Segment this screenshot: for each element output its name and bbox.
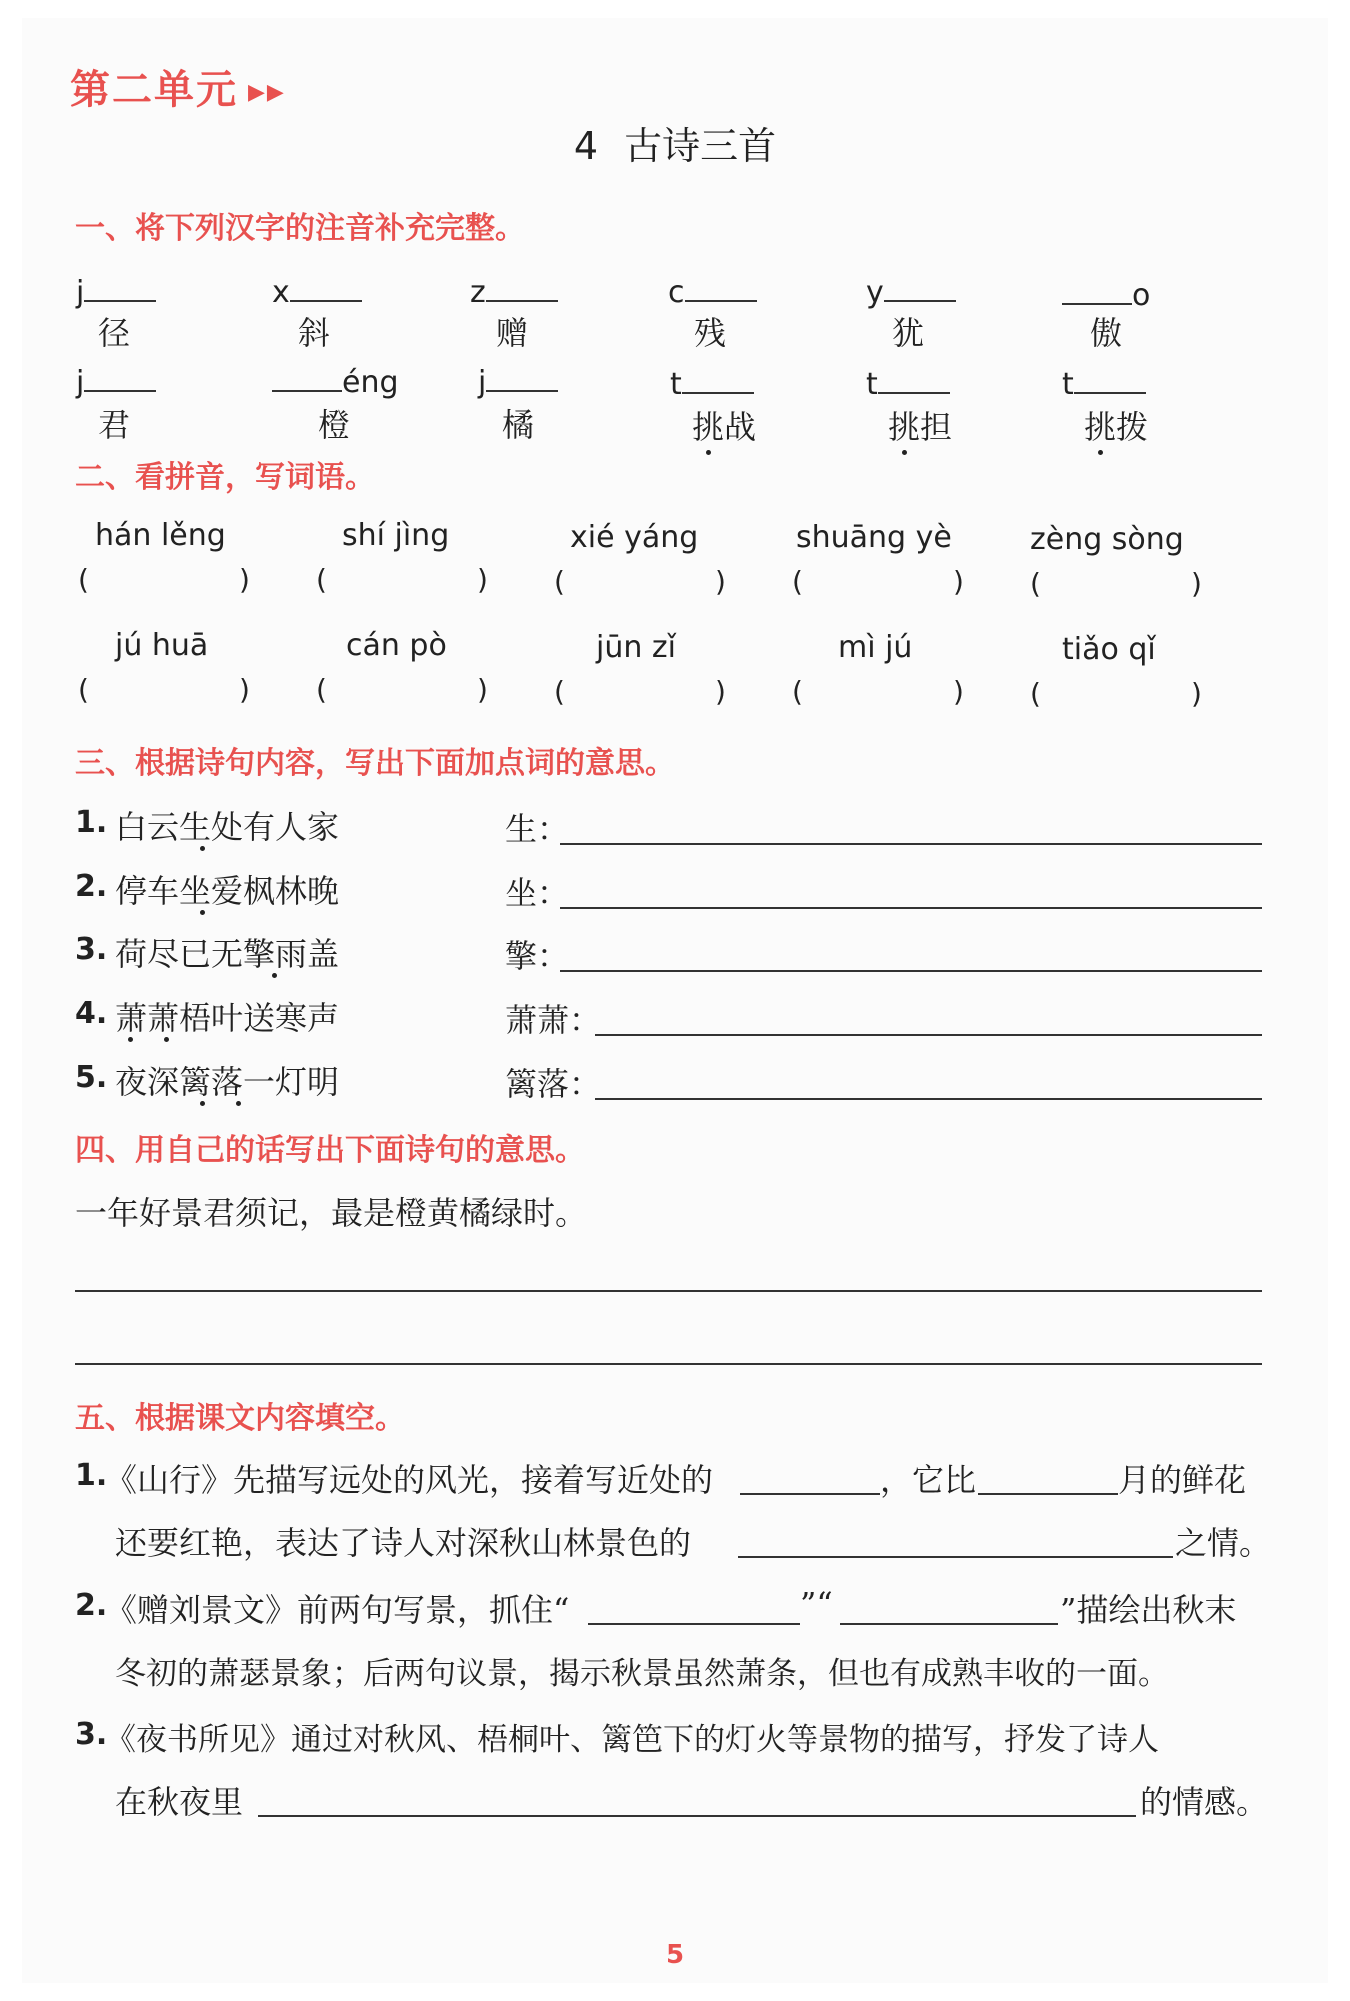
pinyin-blank[interactable] xyxy=(682,364,754,394)
poem-line: 荷尽已无擎雨盖 xyxy=(115,935,340,973)
lesson-number: 4 xyxy=(573,124,599,168)
question-text: 之情。 xyxy=(1175,1524,1272,1562)
pinyin-blank[interactable] xyxy=(84,362,156,392)
question-text: ，它比 xyxy=(880,1461,977,1499)
pinyin-blank[interactable] xyxy=(290,272,362,302)
hanzi: 赠 xyxy=(496,314,529,352)
answer-line[interactable] xyxy=(978,1493,1118,1495)
pinyin-item: c xyxy=(668,272,757,310)
pinyin-prompt: tiǎo qǐ xyxy=(1062,632,1156,667)
answer-box[interactable]: ( ) xyxy=(792,675,964,708)
answer-box[interactable]: ( ) xyxy=(554,565,726,598)
question-text: 《赠刘景文》前两句写景，抓住“ xyxy=(105,1591,570,1629)
section-1-heading: 一、将下列汉字的注音补充完整。 xyxy=(75,211,525,246)
pinyin-item: o xyxy=(1062,275,1150,313)
answer-box[interactable]: ( ) xyxy=(554,675,726,708)
pinyin-prompt: jūn zǐ xyxy=(596,630,676,665)
emphasis-dot xyxy=(1098,450,1103,455)
lesson-title xyxy=(0,115,1350,170)
pinyin-item: z xyxy=(470,272,558,310)
emphasis-dot xyxy=(200,1101,205,1106)
section-4-heading: 四、用自己的话写出下面诗句的意思。 xyxy=(75,1133,585,1168)
answer-line[interactable] xyxy=(560,907,1262,909)
answer-line[interactable] xyxy=(840,1623,1058,1625)
answer-line[interactable] xyxy=(560,970,1262,972)
pinyin-item: x xyxy=(272,272,362,310)
pinyin-item: j xyxy=(76,272,156,310)
poem-line: 白云生处有人家 xyxy=(115,808,340,846)
question-text: 还要红艳，表达了诗人对深秋山林景色的 xyxy=(115,1524,692,1562)
question-text: 月的鲜花 xyxy=(1118,1461,1247,1499)
answer-box[interactable]: ( ) xyxy=(1030,567,1202,600)
word-label: 萧萧： xyxy=(505,1001,602,1039)
answer-line[interactable] xyxy=(595,1034,1262,1036)
answer-line[interactable] xyxy=(258,1815,1136,1817)
answer-box[interactable]: ( ) xyxy=(792,565,964,598)
answer-box[interactable]: ( ) xyxy=(316,673,488,706)
answer-line[interactable] xyxy=(740,1493,880,1495)
emphasis-dot xyxy=(200,910,205,915)
pinyin-blank[interactable] xyxy=(1062,275,1132,305)
question-number: 3. xyxy=(75,1717,108,1752)
double-arrow-icon: ▶▶ xyxy=(248,79,286,105)
pinyin-prompt: cán pò xyxy=(346,628,447,663)
pinyin-item: t xyxy=(866,364,950,402)
lesson-name: 古诗三首 xyxy=(624,124,777,168)
page-number: 5 xyxy=(665,1940,685,1970)
word-label: 坐： xyxy=(505,874,570,912)
question-number: 2. xyxy=(75,869,108,904)
pinyin-prompt: hán lěng xyxy=(95,518,226,553)
pinyin-blank[interactable] xyxy=(272,362,342,392)
pinyin-blank[interactable] xyxy=(486,362,558,392)
hanzi: 挑担 xyxy=(888,408,953,446)
pinyin-blank[interactable] xyxy=(878,364,950,394)
pinyin-blank[interactable] xyxy=(486,272,558,302)
answer-line[interactable] xyxy=(588,1623,800,1625)
hanzi: 君 xyxy=(98,406,131,444)
question-number: 2. xyxy=(75,1588,108,1623)
unit-title xyxy=(70,58,286,115)
answer-line[interactable] xyxy=(75,1290,1262,1292)
question-text: 在秋夜里 xyxy=(115,1783,244,1821)
question-number: 5. xyxy=(75,1060,108,1095)
pinyin-item: t xyxy=(670,364,754,402)
hanzi: 犹 xyxy=(892,314,925,352)
answer-box[interactable]: ( ) xyxy=(316,563,488,596)
pinyin-prompt: zèng sòng xyxy=(1030,522,1184,557)
emphasis-dot xyxy=(236,1101,241,1106)
poem-line: 夜深篱落一灯明 xyxy=(115,1063,340,1101)
word-label: 生： xyxy=(505,810,570,848)
question-number: 4. xyxy=(75,996,108,1031)
emphasis-dot xyxy=(272,973,277,978)
poem-line: 停车坐爱枫林晚 xyxy=(115,872,340,910)
question-text: ”“ xyxy=(800,1585,833,1623)
answer-line[interactable] xyxy=(595,1098,1262,1100)
answer-line[interactable] xyxy=(75,1363,1262,1365)
hanzi: 傲 xyxy=(1090,314,1123,352)
hanzi: 橘 xyxy=(502,406,535,444)
pinyin-prompt: mì jú xyxy=(838,630,913,665)
pinyin-prompt: shí jìng xyxy=(342,518,450,553)
question-text: 的情感。 xyxy=(1140,1783,1269,1821)
question-text: ”描绘出秋末 xyxy=(1060,1591,1237,1629)
hanzi: 挑拨 xyxy=(1084,408,1149,446)
question-text: 冬初的萧瑟景象；后两句议景，揭示秋景虽然萧条，但也有成熟丰收的一面。 xyxy=(115,1656,1169,1692)
hanzi: 橙 xyxy=(318,406,351,444)
emphasis-dot xyxy=(902,450,907,455)
pinyin-prompt: jú huā xyxy=(115,628,209,663)
section-3-heading: 三、根据诗句内容，写出下面加点词的意思。 xyxy=(75,746,675,781)
pinyin-blank[interactable] xyxy=(84,272,156,302)
answer-line[interactable] xyxy=(738,1556,1173,1558)
section-5-heading: 五、根据课文内容填空。 xyxy=(75,1401,405,1436)
poem-line: 萧萧梧叶送寒声 xyxy=(115,999,340,1037)
pinyin-blank[interactable] xyxy=(884,272,956,302)
emphasis-dot xyxy=(706,450,711,455)
emphasis-dot xyxy=(128,1037,133,1042)
word-label: 篱落： xyxy=(505,1065,602,1103)
pinyin-item: t xyxy=(1062,364,1146,402)
section-2-heading: 二、看拼音，写词语。 xyxy=(75,460,375,495)
pinyin-item: y xyxy=(866,272,956,310)
emphasis-dot xyxy=(164,1037,169,1042)
pinyin-item: j xyxy=(478,362,558,400)
pinyin-item: j xyxy=(76,362,156,400)
question-number: 1. xyxy=(75,805,108,840)
question-number: 3. xyxy=(75,932,108,967)
word-label: 擎： xyxy=(505,937,570,975)
hanzi: 径 xyxy=(98,314,131,352)
pinyin-blank[interactable] xyxy=(685,272,757,302)
pinyin-blank[interactable] xyxy=(1074,364,1146,394)
question-text: 《山行》先描写远处的风光，接着写近处的 xyxy=(105,1461,714,1499)
poem-sentence: 一年好景君须记，最是橙黄橘绿时。 xyxy=(75,1194,588,1232)
answer-box[interactable]: ( ) xyxy=(78,673,250,706)
pinyin-prompt: shuāng yè xyxy=(796,520,952,555)
emphasis-dot xyxy=(200,846,205,851)
unit-label: 第二单元 xyxy=(70,67,238,113)
hanzi: 斜 xyxy=(298,314,331,352)
pinyin-prompt: xié yáng xyxy=(570,520,699,555)
pinyin-item: éng xyxy=(272,362,399,400)
hanzi: 挑战 xyxy=(692,408,757,446)
question-text: 《夜书所见》通过对秋风、梧桐叶、篱笆下的灯火等景物的描写，抒发了诗人 xyxy=(105,1722,1159,1758)
question-number: 1. xyxy=(75,1458,108,1493)
answer-box[interactable]: ( ) xyxy=(1030,677,1202,710)
hanzi: 残 xyxy=(694,314,727,352)
answer-box[interactable]: ( ) xyxy=(78,563,250,596)
answer-line[interactable] xyxy=(560,843,1262,845)
